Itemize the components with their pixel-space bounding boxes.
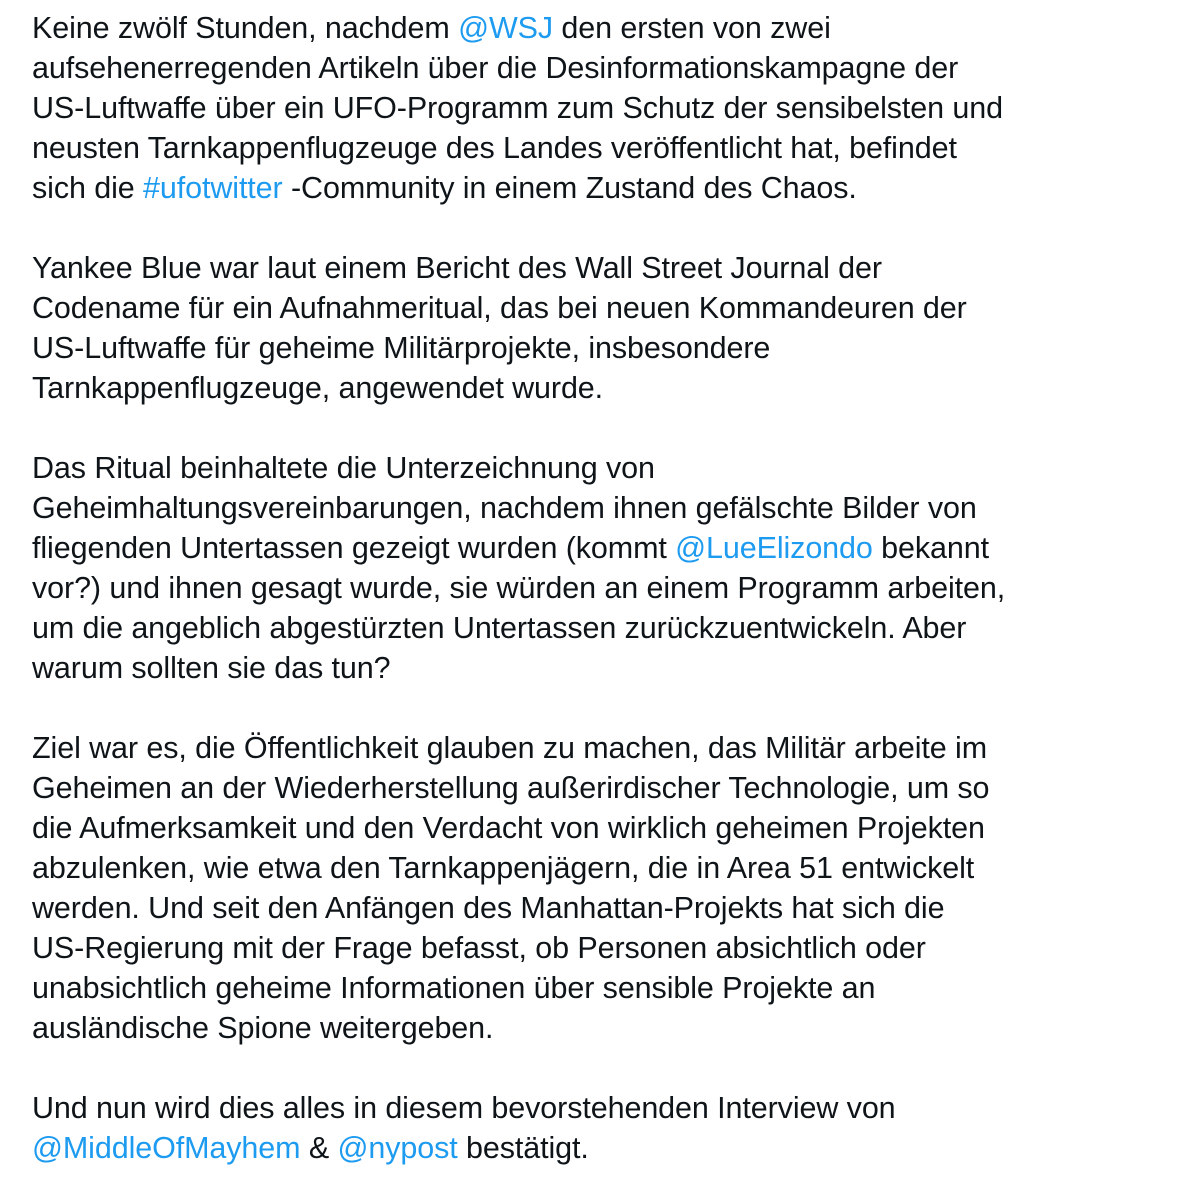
paragraph-2 bbox=[32, 248, 1182, 408]
text-line bbox=[32, 168, 1182, 208]
text-segment: fliegenden Untertassen gezeigt wurden (kommt bbox=[32, 531, 676, 565]
text-line: aufsehenerregenden Artikeln über die Desinformationskampagne der bbox=[32, 51, 959, 85]
paragraph-1 bbox=[32, 8, 1182, 208]
text-line: Und nun wird dies alles in diesem bevorstehenden Interview von bbox=[32, 1091, 896, 1125]
text-line bbox=[32, 528, 1182, 568]
text-line: die Aufmerksamkeit und den Verdacht von wirklich geheimen Projekten bbox=[32, 811, 985, 845]
text-segment: den ersten von zwei bbox=[553, 11, 831, 45]
text-line: ausländische Spione weitergeben. bbox=[32, 1011, 494, 1045]
hashtag-link-ufotwitter[interactable]: #ufotwitter bbox=[143, 171, 283, 205]
text-line: warum sollten sie das tun? bbox=[32, 651, 391, 685]
text-segment: & bbox=[300, 1131, 338, 1165]
paragraph-3 bbox=[32, 448, 1182, 688]
paragraph-4 bbox=[32, 728, 1182, 1048]
text-line: US-Luftwaffe für geheime Militärprojekte, insbesondere bbox=[32, 331, 771, 365]
mention-link-nypost[interactable]: @nypost bbox=[337, 1131, 458, 1165]
text-line: abzulenken, wie etwa den Tarnkappenjägern, die in Area 51 entwickelt bbox=[32, 851, 975, 885]
text-line: Yankee Blue war laut einem Bericht des Wall Street Journal der bbox=[32, 251, 882, 285]
mention-link-middleofmayhem[interactable]: @MiddleOfMayhem bbox=[32, 1131, 301, 1165]
text-line: um die angeblich abgestürzten Untertassen zurückzuentwickeln. Aber bbox=[32, 611, 967, 645]
text-line: Geheimen an der Wiederherstellung außerirdischer Technologie, um so bbox=[32, 771, 990, 805]
mention-link-lueelizondo[interactable]: @LueElizondo bbox=[675, 531, 873, 565]
text-line bbox=[32, 8, 1182, 48]
paragraph-5 bbox=[32, 1088, 1182, 1168]
text-line: unabsichtlich geheime Informationen über sensible Projekte an bbox=[32, 971, 876, 1005]
text-segment: bekannt bbox=[872, 531, 989, 565]
text-segment: sich die bbox=[32, 171, 143, 205]
text-line: US-Regierung mit der Frage befasst, ob Personen absichtlich oder bbox=[32, 931, 926, 965]
text-segment: -Community in einem Zustand des Chaos. bbox=[282, 171, 857, 205]
mention-link-wsj[interactable]: @WSJ bbox=[458, 11, 554, 45]
text-segment: Keine zwölf Stunden, nachdem bbox=[32, 11, 459, 45]
text-line: Ziel war es, die Öffentlichkeit glauben zu machen, das Militär arbeite im bbox=[32, 731, 988, 765]
text-line: Das Ritual beinhaltete die Unterzeichnung von bbox=[32, 451, 655, 485]
text-segment: bestätigt. bbox=[457, 1131, 589, 1165]
text-line: Tarnkappenflugzeuge, angewendet wurde. bbox=[32, 371, 604, 405]
text-line: vor?) und ihnen gesagt wurde, sie würden an einem Programm arbeiten, bbox=[32, 571, 1006, 605]
text-line: Geheimhaltungsvereinbarungen, nachdem ihnen gefälschte Bilder von bbox=[32, 491, 977, 525]
text-line: neusten Tarnkappenflugzeuge des Landes veröffentlicht hat, befindet bbox=[32, 131, 957, 165]
text-line: werden. Und seit den Anfängen des Manhattan-Projekts hat sich die bbox=[32, 891, 945, 925]
text-line: Codename für ein Aufnahmeritual, das bei neuen Kommandeuren der bbox=[32, 291, 967, 325]
text-line: US-Luftwaffe über ein UFO-Programm zum Schutz der sensibelsten und bbox=[32, 91, 1003, 125]
tweet-text bbox=[32, 8, 1182, 1168]
text-line bbox=[32, 1128, 1182, 1168]
